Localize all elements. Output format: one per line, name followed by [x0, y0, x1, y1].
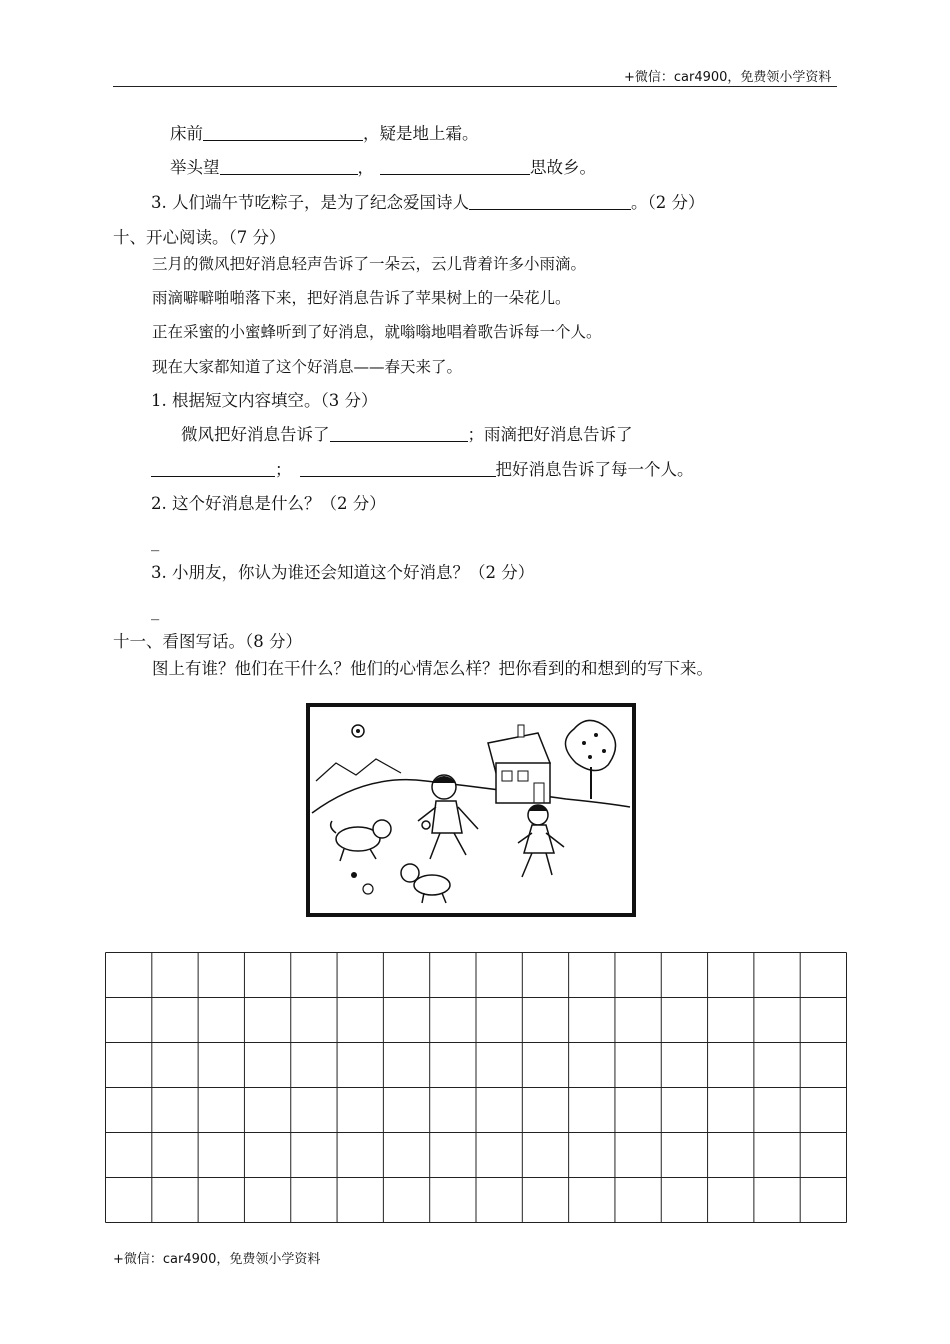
blank-line1[interactable] [203, 124, 363, 141]
blank-line2a[interactable] [220, 158, 358, 175]
spring-scene-illustration [306, 703, 636, 917]
q3-prev-end: 。（2 分） [631, 193, 705, 212]
blank-q1a[interactable] [330, 425, 468, 442]
q1-line-1 [181, 425, 633, 445]
poem-line2-start: 举头望 [170, 158, 220, 177]
page-header: +微信：car4900，免费领小学资料 [624, 70, 832, 85]
page-footer: +微信：car4900，免费领小学资料 [113, 1252, 321, 1267]
poem-line1-end: ，疑是地上霜。 [363, 124, 479, 143]
q1-line1-start: 微风把好消息告诉了 [181, 425, 330, 444]
q1-line2-end: 把好消息告诉了每一个人。 [495, 460, 694, 479]
q2-title: 2. 这个好消息是什么？（2 分） [151, 494, 386, 513]
q2-answer-line[interactable]: _ [151, 532, 160, 551]
poem-line-2 [170, 158, 596, 178]
q3-title: 3. 小朋友，你认为谁还会知道这个好消息？（2 分） [151, 563, 535, 582]
passage-line-3: 正在采蜜的小蜜蜂听到了好消息，就嗡嗡地唱着歌告诉每一个人。 [152, 323, 602, 341]
poem-line2-end: 思故乡。 [530, 158, 596, 177]
blank-q1b[interactable] [151, 460, 275, 477]
q1-line-2 [151, 460, 694, 480]
header-rule [113, 86, 837, 87]
q1-line1-end: ；雨滴把好消息告诉了 [467, 425, 633, 444]
poem-line-1 [170, 124, 479, 144]
poem-line2-mid: ， [357, 158, 374, 177]
q3-answer-line[interactable]: _ [151, 601, 160, 620]
passage-line-1: 三月的微风把好消息轻声告诉了一朵云，云儿背着许多小雨滴。 [152, 255, 587, 273]
section-11-title: 十一、看图写话。（8 分） [113, 632, 302, 651]
section-11-prompt: 图上有谁？他们在干什么？他们的心情怎么样？把你看到的和想到的写下来。 [152, 659, 713, 678]
poem-line1-start: 床前 [170, 124, 203, 143]
blank-q1c[interactable] [300, 460, 496, 477]
blank-poet[interactable] [469, 193, 631, 210]
question-3-poet [151, 193, 705, 213]
q1-title: 1. 根据短文内容填空。（3 分） [151, 391, 378, 410]
blank-line2b[interactable] [380, 158, 530, 175]
section-10-title: 十、开心阅读。（7 分） [113, 228, 286, 247]
writing-grid[interactable] [105, 952, 847, 1223]
q1-line2-mid: ； [275, 460, 292, 479]
passage-line-4: 现在大家都知道了这个好消息——春天来了。 [152, 358, 463, 376]
passage-line-2: 雨滴噼噼啪啪落下来，把好消息告诉了苹果树上的一朵花儿。 [152, 289, 571, 307]
q3-prev-start: 3. 人们端午节吃粽子，是为了纪念爱国诗人 [151, 193, 469, 212]
